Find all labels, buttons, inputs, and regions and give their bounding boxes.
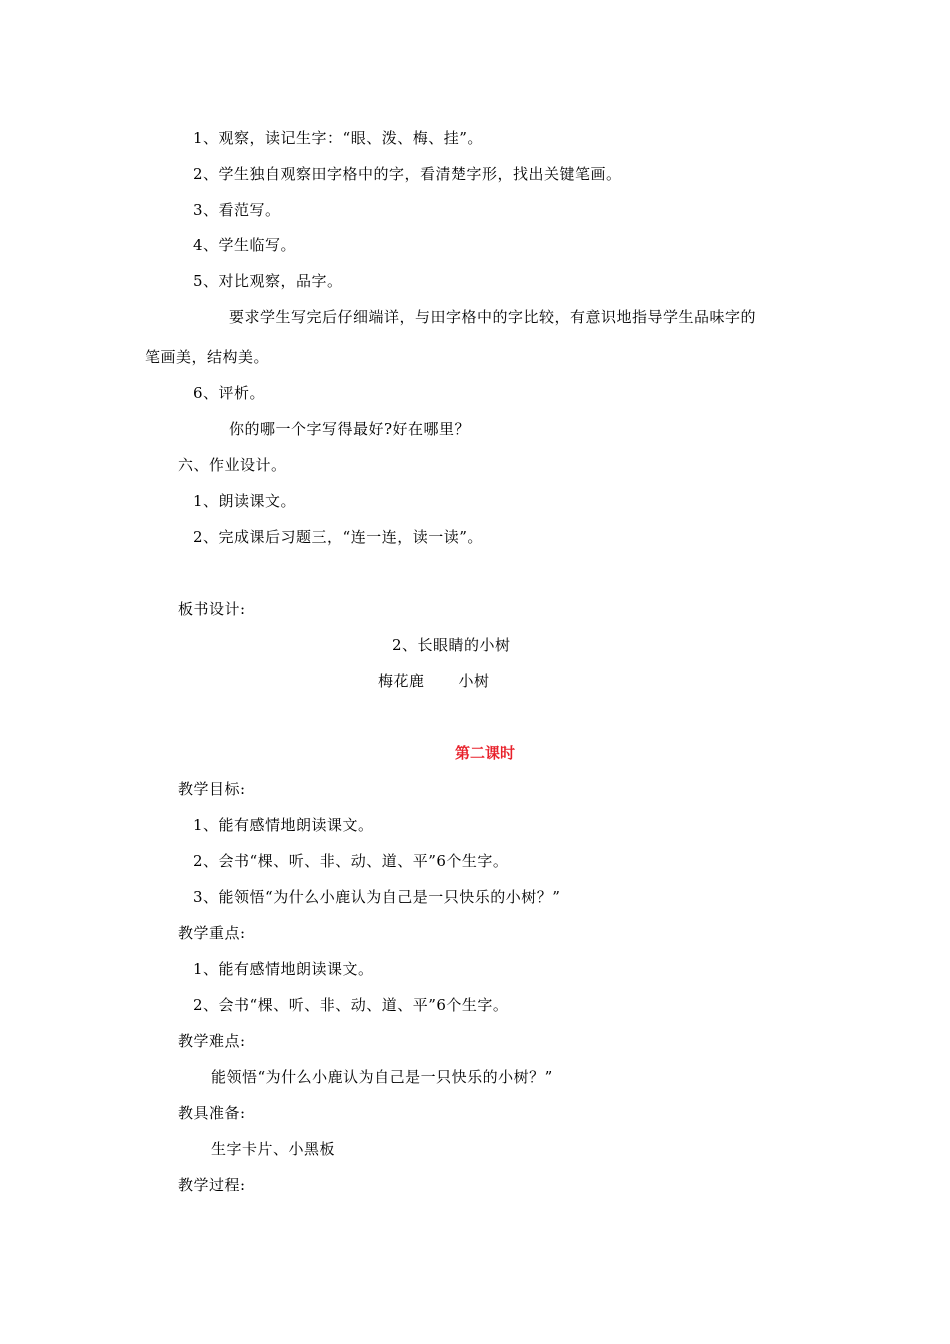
requirement-line-2: 笔画美，结构美。 xyxy=(145,348,270,366)
key-2: 2、会书“棵、听、非、动、道、平”6个生字。 xyxy=(193,996,509,1014)
board-left: 梅花鹿 xyxy=(378,672,425,690)
step-6: 6、评析。 xyxy=(193,384,266,402)
step-2: 2、学生独自观察田字格中的字，看清楚字形，找出关键笔画。 xyxy=(193,165,622,183)
step-5: 5、对比观察，品字。 xyxy=(193,272,343,290)
lesson-2-heading: 第二课时 xyxy=(455,744,516,762)
step-3: 3、看范写。 xyxy=(193,201,281,219)
board-right: 小树 xyxy=(458,672,490,690)
difficulty-label: 教学难点: xyxy=(178,1032,246,1050)
homework-item-2: 2、完成课后习题三，“连一连，读一读”。 xyxy=(193,528,483,546)
homework-item-1: 1、朗读课文。 xyxy=(193,492,297,510)
evaluation-question: 你的哪一个字写得最好?好在哪里？ xyxy=(229,420,471,438)
step-4: 4、学生临写。 xyxy=(193,236,297,254)
board-row xyxy=(378,671,490,691)
key-label: 教学重点: xyxy=(178,924,246,942)
goals-label: 教学目标: xyxy=(178,780,246,798)
board-label: 板书设计: xyxy=(178,600,246,618)
goal-2: 2、会书“棵、听、非、动、道、平”6个生字。 xyxy=(193,852,509,870)
homework-title: 六、作业设计。 xyxy=(178,456,287,474)
goal-1: 1、能有感情地朗读课文。 xyxy=(193,816,374,834)
difficulty-text: 能领悟“为什么小鹿认为自己是一只快乐的小树？” xyxy=(211,1068,553,1086)
requirement-line-1: 要求学生写完后仔细端详，与田字格中的字比较，有意识地指导学生品味字的 xyxy=(229,308,757,326)
step-1: 1、观察，读记生字：“眼、泼、梅、挂”。 xyxy=(193,129,483,147)
process-label: 教学过程: xyxy=(178,1176,246,1194)
key-1: 1、能有感情地朗读课文。 xyxy=(193,960,374,978)
materials-label: 教具准备: xyxy=(178,1104,246,1122)
goal-3: 3、能领悟“为什么小鹿认为自己是一只快乐的小树？” xyxy=(193,888,561,906)
materials-text: 生字卡片、小黑板 xyxy=(211,1140,336,1158)
board-title: 2、长眼睛的小树 xyxy=(392,636,511,654)
